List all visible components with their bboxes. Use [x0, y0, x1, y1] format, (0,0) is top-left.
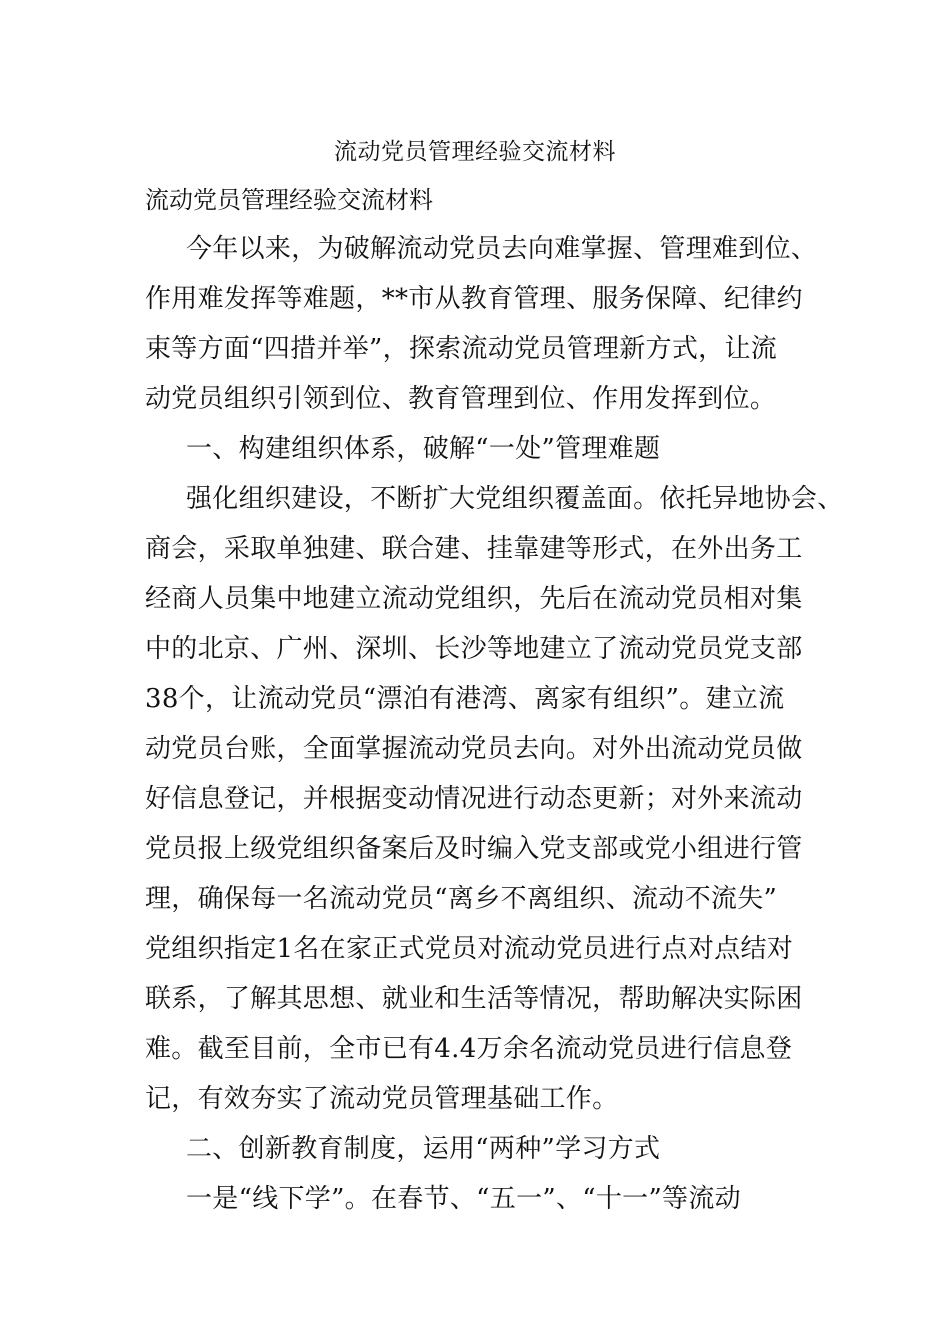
paragraph-line: 动党员台账，全面掌握流动党员去向。对外出流动党员做 [145, 734, 803, 764]
paragraph-line: 38个，让流动党员“漂泊有港湾、离家有组织”。建立流 [145, 684, 785, 714]
document-title: 流动党员管理经验交流材料 [334, 139, 616, 165]
paragraph-line: 难。截至目前，全市已有4.4万余名流动党员进行信息登 [145, 1034, 793, 1064]
paragraph-line: 今年以来，为破解流动党员去向难掌握、管理难到位、 [186, 234, 818, 264]
document-subtitle: 流动党员管理经验交流材料 [145, 186, 433, 214]
paragraph-line: 一是“线下学”。在春节、“五一”、“十一”等流动 [186, 1184, 741, 1214]
section-heading: 一、构建组织体系，破解“一处”管理难题 [186, 434, 661, 464]
paragraph-line: 束等方面“四措并举”，探索流动党员管理新方式，让流 [145, 334, 778, 364]
paragraph-line: 好信息登记，并根据变动情况进行动态更新；对外来流动 [145, 784, 803, 814]
paragraph-line: 经商人员集中地建立流动党组织，先后在流动党员相对集 [145, 584, 803, 614]
paragraph-line: 作用难发挥等难题，**市从教育管理、服务保障、纪律约 [145, 284, 803, 314]
paragraph-line: 记，有效夯实了流动党员管理基础工作。 [145, 1084, 619, 1114]
paragraph-line: 理，确保每一名流动党员“离乡不离组织、流动不流失” [145, 884, 778, 914]
paragraph-line: 中的北京、广州、深圳、长沙等地建立了流动党员党支部 [145, 634, 803, 664]
section-heading: 二、创新教育制度，运用“两种”学习方式 [186, 1134, 661, 1164]
paragraph-line: 商会，采取单独建、联合建、挂靠建等形式，在外出务工 [145, 534, 803, 564]
paragraph-line: 党员报上级党组织备案后及时编入党支部或党小组进行管 [145, 834, 803, 864]
paragraph-line: 动党员组织引领到位、教育管理到位、作用发挥到位。 [145, 384, 777, 414]
paragraph-line: 强化组织建设，不断扩大党组织覆盖面。依托异地协会、 [186, 484, 844, 514]
paragraph-line: 联系，了解其思想、就业和生活等情况，帮助解决实际困 [145, 984, 803, 1014]
paragraph-line: 党组织指定1名在家正式党员对流动党员进行点对点结对 [145, 934, 794, 964]
